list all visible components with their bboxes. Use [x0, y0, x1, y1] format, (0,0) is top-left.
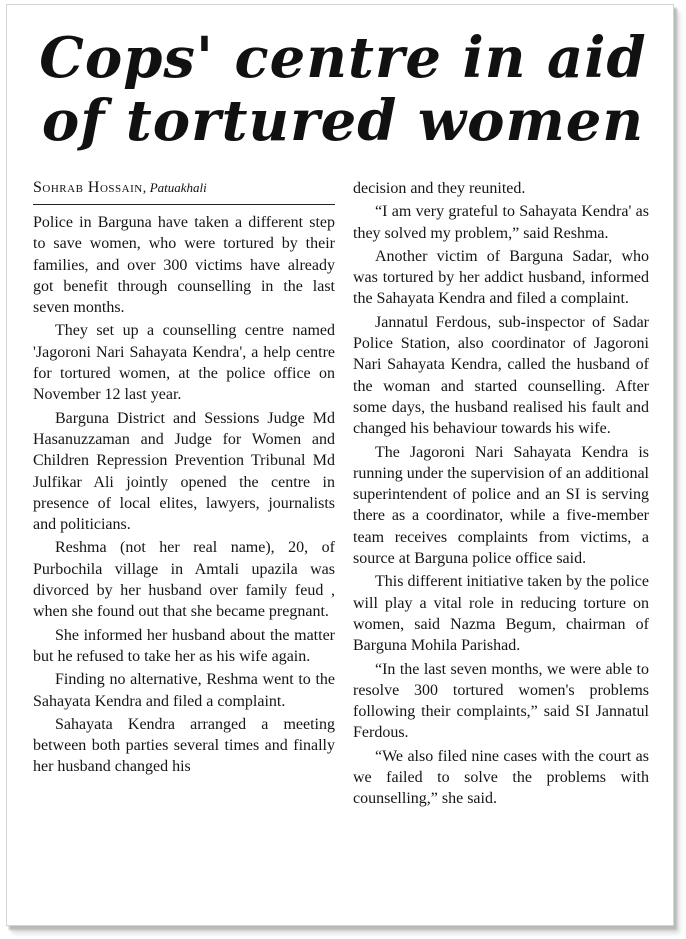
paragraph: The Jagoroni Nari Sahayata Kendra is running under the supervision of an additional superintendent of police and an SI is serving there as a coordinator, while a five-member team receives complaints from victims, a source at Barguna police office said.	[353, 443, 649, 568]
headline-line-2: of tortured women	[41, 88, 645, 154]
byline-separator: ,	[142, 181, 150, 196]
paragraph: She informed her husband about the matter but he refused to take her as his wife again.	[33, 626, 335, 665]
paragraph: “I am very grateful to Sahayata Kendra' as they solved my problem,” said Reshma.	[353, 203, 649, 242]
paragraph: Finding no alternative, Reshma went to the Sahayata Kendra and filed a complaint.	[33, 671, 335, 710]
paragraph: Sahayata Kendra arranged a meeting between both parties several times and finally her husband changed his	[33, 715, 335, 776]
paragraph: “In the last seven months, we were able to resolve 300 tortured women's problems following their complaints,” said SI Jannatul Ferdous.	[353, 660, 649, 742]
article-column-2	[353, 178, 649, 812]
headline-line-1: Cops' centre in aid	[39, 25, 647, 91]
paragraph: “We also filed nine cases with the court as we failed to solve the problems with counselling,” she said.	[353, 747, 649, 808]
byline-author: Sohrab Hossain	[33, 179, 143, 196]
paragraph: This different initiative taken by the police will play a vital role in reducing torture on women, said Nazma Begum, chairman of Barguna Mohila Parishad.	[353, 573, 649, 655]
paragraph: They set up a counselling centre named 'Jagoroni Nari Sahayata Kendra', a help centre for tortured women, at the police office on November 12 last year.	[33, 322, 335, 404]
byline-rule	[33, 204, 335, 205]
paragraph-continued: decision and they reunited.	[353, 180, 526, 197]
paragraph: Police in Barguna have taken a different step to save women, who were tortured by their families, and over 300 victims have already got benefit through counselling in the last seven months.	[33, 214, 335, 317]
paragraph: Another victim of Barguna Sadar, who was tortured by her addict husband, informed the Sahayata Kendra and filed a complaint.	[353, 247, 649, 308]
article-column-1	[33, 212, 335, 780]
paragraph: Jannatul Ferdous, sub-inspector of Sadar Police Station, also coordinator of Jagoroni Nari Sahayata Kendra, called the husband of the woman and started counselling. After some days, the husband realised his fault and changed his behaviour towards his wife.	[353, 313, 649, 438]
byline	[33, 179, 333, 197]
newspaper-clipping	[6, 4, 674, 926]
paragraph: Reshma (not her real name), 20, of Purbochila village in Amtali upazila was divorced by her husband over family feud , when she found out that she became pregnant.	[33, 539, 335, 621]
headline	[7, 27, 679, 153]
byline-location: Patuakhali	[149, 180, 207, 195]
paragraph: Barguna District and Sessions Judge Md Hasanuzzaman and Judge for Women and Children Repression Prevention Tribunal Md Julfikar Ali jointly opened the centre in presence of local elites, lawyers, journalists and politicians.	[33, 409, 335, 534]
